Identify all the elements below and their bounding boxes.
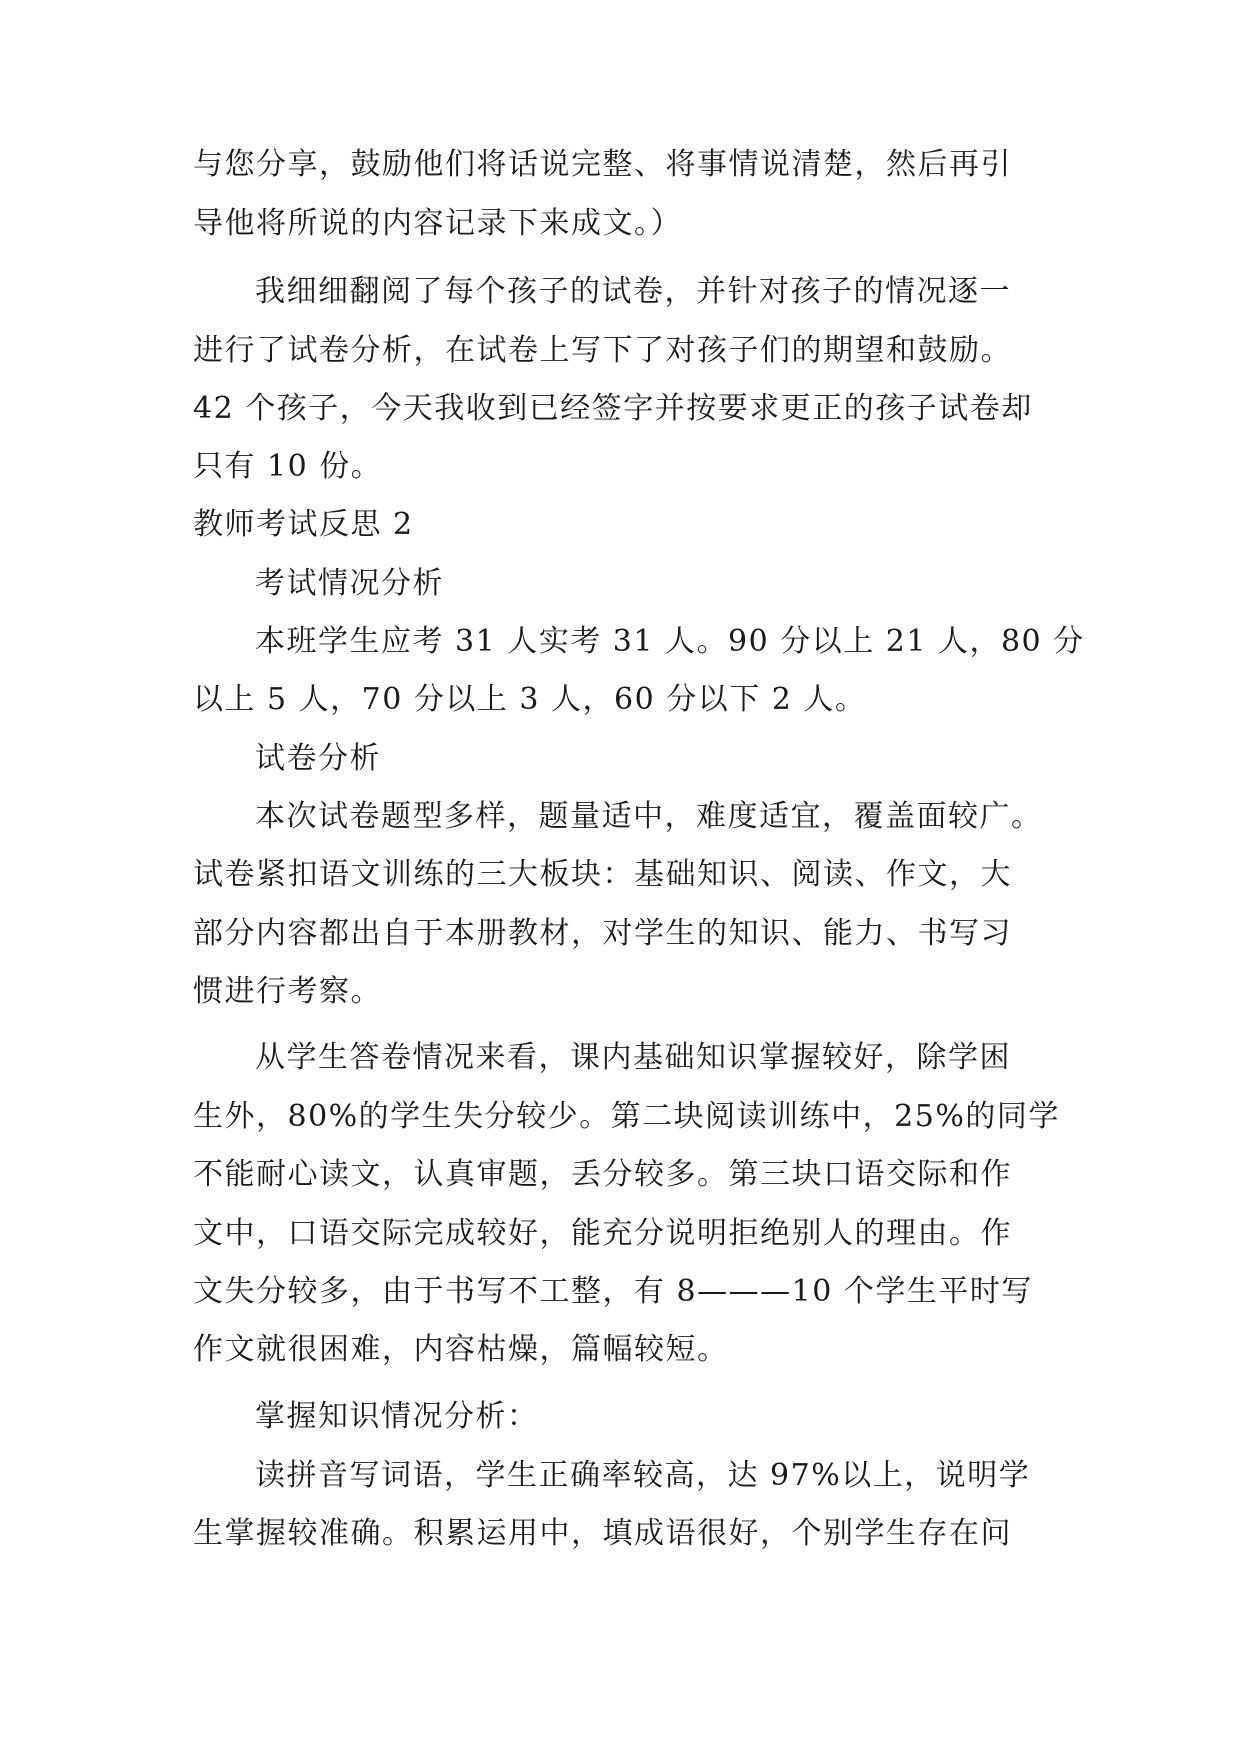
text-line: 惯进行考察。: [193, 974, 382, 1009]
text-line: 作文就很困难，内容枯燥，篇幅较短。: [193, 1332, 729, 1367]
text-line: 部分内容都出自于本册教材，对学生的知识、能力、书写习: [193, 916, 1012, 951]
paragraph-first-line: 读拼音写词语，学生正确率较高，达 97%以上，说明学: [255, 1458, 1031, 1493]
text-line: 与您分享，鼓励他们将话说完整、将事情说清楚，然后再引: [193, 147, 1012, 182]
paragraph-first-line: 本班学生应考 31 人实考 31 人。90 分以上 21 人，80 分: [255, 624, 1085, 659]
subheading: 试卷分析: [255, 741, 381, 776]
text-line: 只有 10 份。: [193, 449, 383, 484]
text-line: 以上 5 人，70 分以上 3 人，60 分以下 2 人。: [193, 682, 867, 717]
paragraph-first-line: 本次试卷题型多样，题量适中，难度适宜，覆盖面较广。: [255, 799, 1043, 834]
text-line: 文失分较多，由于书写不工整，有 8———10 个学生平时写: [193, 1274, 1033, 1309]
text-line: 生掌握较准确。积累运用中，填成语很好，个别学生存在问: [193, 1516, 1012, 1551]
text-line: 文中，口语交际完成较好，能充分说明拒绝别人的理由。作: [193, 1216, 1012, 1251]
section-heading: 教师考试反思 2: [193, 507, 414, 542]
subheading: 考试情况分析: [255, 566, 444, 601]
text-line: 进行了试卷分析，在试卷上写下了对孩子们的期望和鼓励。: [193, 333, 1012, 368]
paragraph-first-line: 我细细翻阅了每个孩子的试卷，并针对孩子的情况逐一: [255, 274, 1011, 309]
paragraph-first-line: 从学生答卷情况来看，课内基础知识掌握较好，除学困: [255, 1040, 1011, 1075]
text-line: 生外，80%的学生失分较少。第二块阅读训练中，25%的同学: [193, 1099, 1060, 1134]
text-line: 试卷紧扣语文训练的三大板块：基础知识、阅读、作文，大: [193, 857, 1012, 892]
text-line: 不能耐心读文，认真审题，丢分较多。第三块口语交际和作: [193, 1157, 1012, 1192]
text-line: 导他将所说的内容记录下来成文。）: [193, 206, 682, 241]
subheading: 掌握知识情况分析：: [255, 1399, 539, 1434]
text-line: 42 个孩子，今天我收到已经签字并按要求更正的孩子试卷却: [193, 391, 1033, 426]
